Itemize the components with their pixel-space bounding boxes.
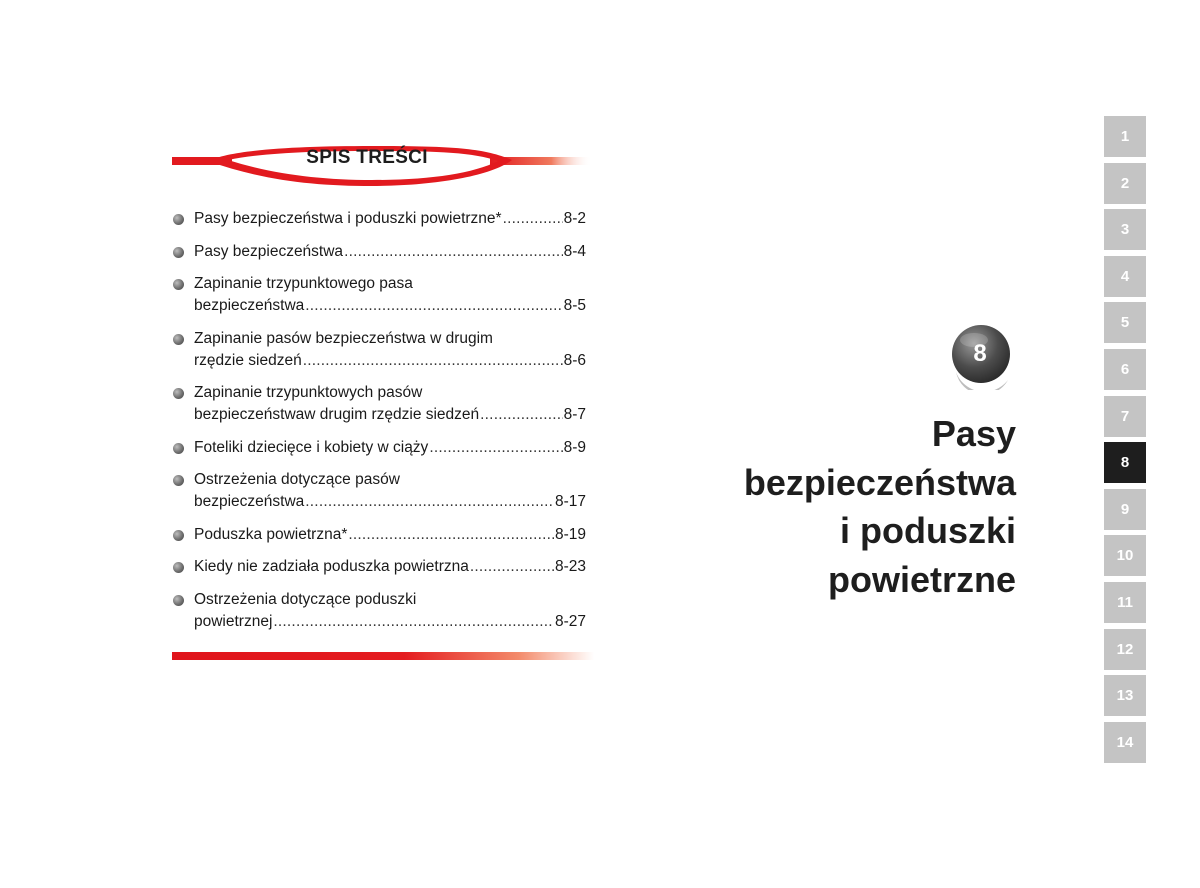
toc-entry-line [194, 404, 586, 426]
toc-entry-text: Pasy bezpieczeństwa i poduszki powietrzne* [194, 210, 502, 227]
toc-page-number: 8-9 [563, 438, 586, 456]
toc-entry-text: rzędzie siedzeń [194, 351, 302, 369]
toc-page-number: 8-27 [554, 612, 586, 630]
toc-entry[interactable] [172, 328, 586, 372]
toc-entry-text: Ostrzeżenia dotyczące poduszki [194, 590, 417, 608]
toc-page-number: 8-7 [563, 406, 586, 423]
toc-page-number: 8-5 [563, 297, 586, 314]
bullet-icon [173, 214, 184, 225]
toc-entry-line [194, 273, 586, 295]
chapter-tab-9[interactable]: 9 [1104, 489, 1146, 530]
toc-entry-line [194, 437, 586, 459]
chapter-tab-8[interactable]: 8 [1104, 442, 1146, 483]
toc-page-number: 8-23 [554, 558, 586, 575]
bullet-icon [173, 595, 184, 606]
bullet-icon [173, 562, 184, 573]
toc-page-number: 8-17 [554, 493, 586, 510]
chapter-title-line: Pasy [931, 413, 1016, 454]
toc-entry[interactable] [172, 208, 586, 230]
bullet-icon [173, 475, 184, 486]
bullet-icon [173, 334, 184, 345]
toc-heading: SPIS TREŚCI [306, 147, 428, 168]
chapter-tab-1[interactable]: 1 [1104, 116, 1146, 157]
bullet-icon [173, 247, 184, 258]
toc-entry-text: powietrznej [194, 612, 273, 630]
toc-page-number: 8-19 [554, 525, 586, 543]
chapter-number: 8 [973, 340, 987, 367]
toc-entry[interactable] [172, 437, 586, 459]
bullet-icon [173, 388, 184, 399]
toc-page-number: 8-4 [563, 242, 586, 260]
toc-entry[interactable] [172, 524, 586, 546]
toc-entry-text: bezpieczeństwaw drugim rzędzie siedzeń [194, 406, 480, 423]
toc-leader-dots [503, 208, 563, 230]
chapter-tab-13[interactable]: 13 [1104, 675, 1146, 716]
toc-page-number: 8-6 [563, 351, 586, 369]
toc-entry-line [194, 382, 586, 404]
chapter-tab-4[interactable]: 4 [1104, 256, 1146, 297]
toc-entry-text: Pasy bezpieczeństwa [194, 242, 344, 260]
toc-entry-line [194, 328, 586, 350]
chapter-tab-14[interactable]: 14 [1104, 722, 1146, 763]
toc-entry-text: Ostrzeżenia dotyczące pasów [194, 471, 400, 488]
toc-leader-dots [429, 437, 562, 459]
bullet-icon [173, 279, 184, 290]
toc-leader-dots [470, 556, 554, 578]
toc-page-number: 8-2 [563, 210, 586, 227]
toc-entry-text: Poduszka powietrzna* [194, 525, 348, 543]
toc-entry[interactable] [172, 241, 586, 263]
toc-bottom-bar [172, 652, 594, 660]
toc-entry-line [194, 469, 586, 491]
toc-entry-line [194, 208, 586, 230]
toc-list [172, 208, 586, 643]
toc-entry-text: Zapinanie pasów bezpieczeństwa w drugim [194, 329, 493, 347]
chapter-title-line: bezpieczeństwa [743, 461, 1016, 503]
toc-entry-line [194, 491, 586, 513]
chapter-tab-12[interactable]: 12 [1104, 629, 1146, 670]
bullet-icon [173, 530, 184, 541]
chapter-tab-6[interactable]: 6 [1104, 349, 1146, 390]
toc-entry[interactable] [172, 382, 586, 426]
toc-entry-line [194, 611, 586, 633]
chapter-tabs [1104, 116, 1146, 768]
chapter-tab-2[interactable]: 2 [1104, 163, 1146, 204]
toc-entry-text: Zapinanie trzypunktowych pasów [194, 384, 423, 401]
toc-entry-line [194, 241, 586, 263]
chapter-tab-3[interactable]: 3 [1104, 209, 1146, 250]
toc-leader-dots [480, 404, 562, 426]
chapter-title [744, 410, 1016, 604]
toc-entry-text: Kiedy nie zadziała poduszka powietrzna [194, 558, 469, 575]
toc-entry-line [194, 350, 586, 372]
chapter-tab-7[interactable]: 7 [1104, 396, 1146, 437]
chapter-title-line: i poduszki [839, 510, 1016, 551]
toc-entry[interactable] [172, 556, 586, 578]
toc-leader-dots [305, 295, 562, 317]
toc-entry-text: Foteliki dziecięce i kobiety w ciąży [194, 438, 429, 456]
toc-leader-dots [303, 350, 563, 372]
toc-banner [172, 140, 592, 188]
toc-entry-text: bezpieczeństwa [194, 297, 305, 314]
toc-entry[interactable] [172, 589, 586, 633]
toc-entry-text: Zapinanie trzypunktowego pasa [194, 275, 413, 292]
toc-leader-dots [348, 524, 554, 546]
toc-leader-dots [344, 241, 563, 263]
bullet-icon [173, 443, 184, 454]
toc-entry-line [194, 295, 586, 317]
toc-leader-dots [305, 491, 554, 513]
chapter-tab-10[interactable]: 10 [1104, 535, 1146, 576]
chapter-number-badge [948, 322, 1016, 390]
chapter-tab-11[interactable]: 11 [1104, 582, 1146, 623]
chapter-tab-5[interactable]: 5 [1104, 302, 1146, 343]
toc-leader-dots [273, 611, 554, 633]
toc-entry-line [194, 556, 586, 578]
toc-entry[interactable] [172, 469, 586, 513]
toc-entry-line [194, 589, 586, 611]
toc-entry-text: bezpieczeństwa [194, 493, 305, 510]
toc-entry[interactable] [172, 273, 586, 317]
chapter-title-line: powietrzne [827, 558, 1016, 600]
toc-entry-line [194, 524, 586, 546]
